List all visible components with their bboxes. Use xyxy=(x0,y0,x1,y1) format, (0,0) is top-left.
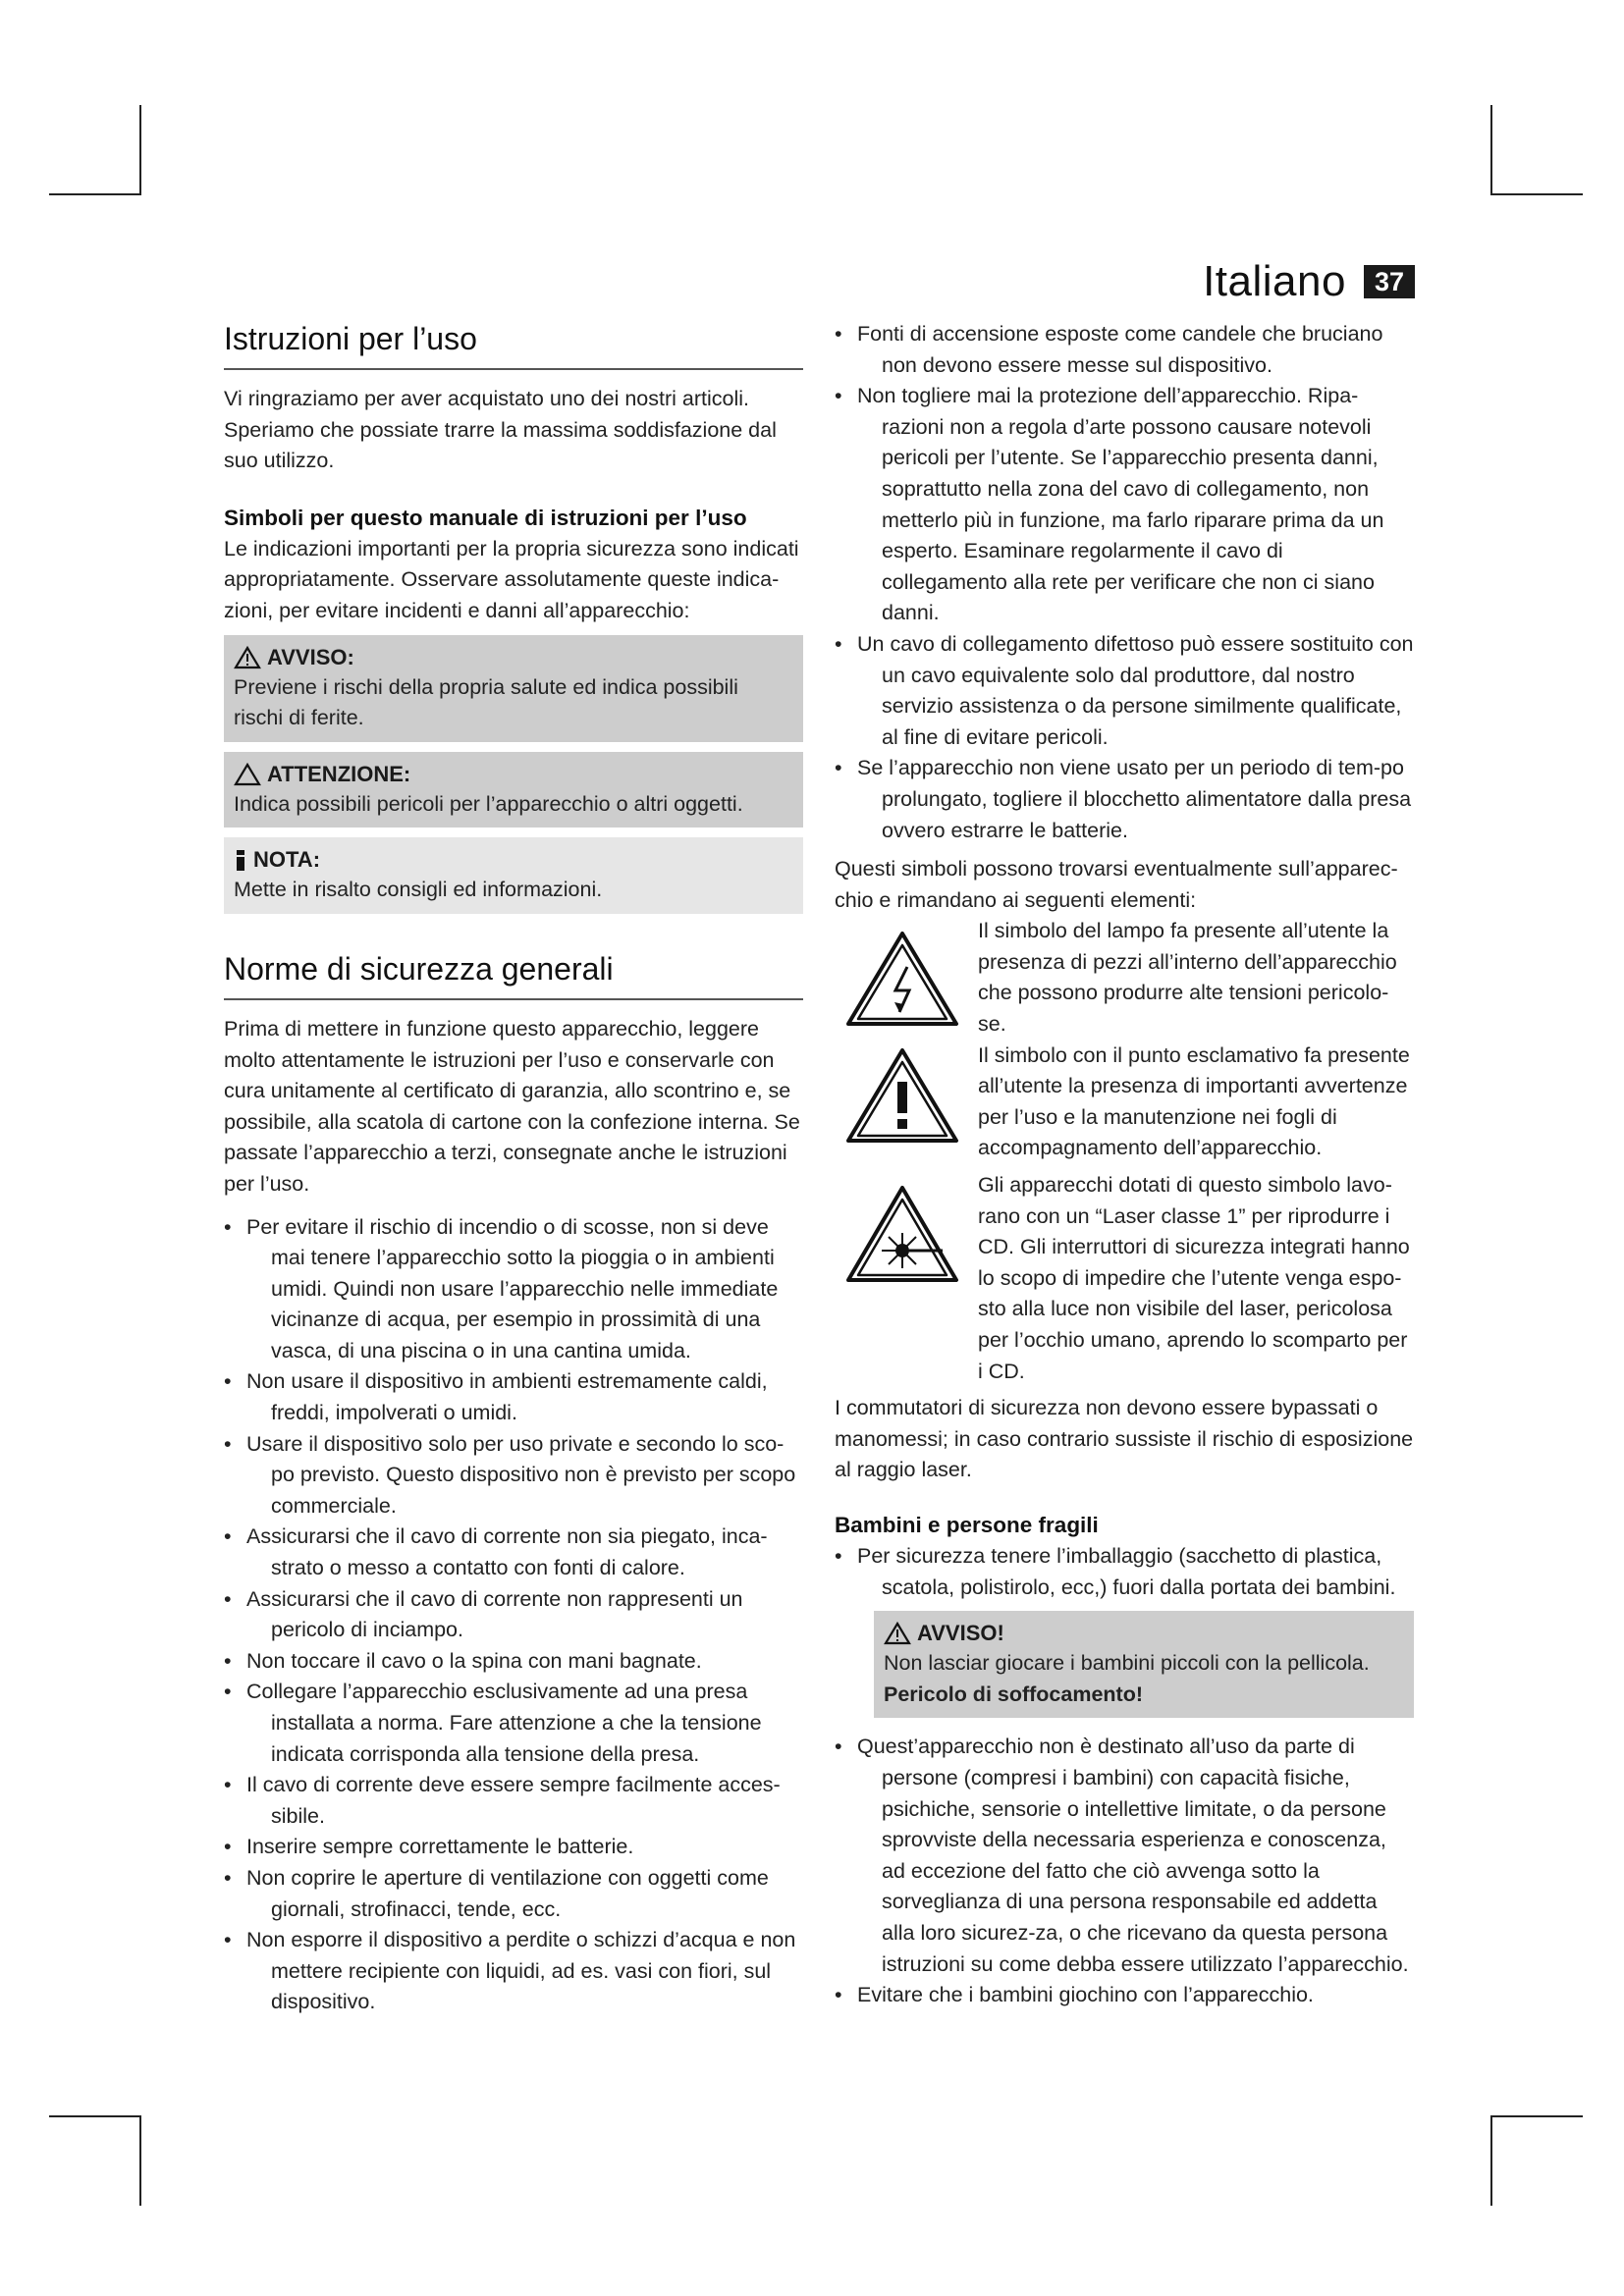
lightning-symbol-text: Il simbolo del lampo fa presente all’utente la presenza di pezzi all’interno dell’apparecchio che possono produrre alte tensioni pericolo-se. xyxy=(978,919,1397,1037)
list-item: • Assicurarsi che il cavo di corrente non rappresenti un pericolo di inciampo. xyxy=(224,1584,803,1646)
children-warning-title: AVVISO! xyxy=(917,1621,1004,1646)
crop-mark xyxy=(49,193,141,195)
note-title: NOTA: xyxy=(253,847,321,873)
list-item: • Evitare che i bambini giochino con l’apparecchio. xyxy=(835,1980,1414,2011)
list-item: • Per sicurezza tenere l’imballaggio (sacchetto di plastica, scatola, polistirolo, ecc,) fuori dalla portata dei bambini. xyxy=(835,1541,1414,1603)
laser-symbol-row xyxy=(835,1170,1414,1387)
crop-mark xyxy=(139,2115,141,2206)
list-item: • Fonti di accensione esposte come candele che bruciano non devono essere messe sul dispositivo. xyxy=(835,319,1414,381)
exclamation-symbol-row xyxy=(835,1041,1414,1164)
list-item: • Per evitare il rischio di incendio o di scosse, non si deve mai tenere l’apparecchio sotto la pioggia o in ambienti umidi. Quindi non usare l’apparecchio nelle immediate vicinanze di acqua, per esempio in prossimità di una vasca, di una piscina o in una cantina umida. xyxy=(224,1212,803,1367)
note-title-row xyxy=(234,845,793,875)
caution-triangle-icon xyxy=(234,763,261,786)
children-list-2 xyxy=(835,1732,1414,2010)
safety-list xyxy=(224,1212,803,2018)
crop-mark xyxy=(1490,2115,1583,2117)
caution-box xyxy=(224,752,803,828)
warning-title-row xyxy=(234,643,793,672)
safety-list-continued xyxy=(835,319,1414,846)
children-warning-bold: Pericolo di soffocamento! xyxy=(884,1682,1144,1706)
exclamation-symbol-text: Il simbolo con il punto esclamativo fa presente all’utente la presenza di importanti avvertenze per l’uso e la manutenzione nei fogli di accompagnamento dell’apparecchio. xyxy=(978,1042,1410,1160)
page-header xyxy=(1203,257,1415,306)
warning-text: Previene i rischi della propria salute ed indica possibili rischi di ferite. xyxy=(234,674,738,730)
list-item: • Non esporre il dispositivo a perdite o schizzi d’acqua e non mettere recipiente con liquidi, ad es. vasi con fiori, sul dispositivo. xyxy=(224,1925,803,2018)
laser-warning-icon xyxy=(844,1184,960,1286)
symbols-heading: Simboli per questo manuale di istruzioni per l’uso xyxy=(224,505,747,530)
crop-mark xyxy=(49,2115,141,2117)
list-item: • Inserire sempre correttamente le batterie. xyxy=(224,1832,803,1863)
children-heading: Bambini e persone fragili xyxy=(835,1512,1099,1537)
warning-title: AVVISO: xyxy=(267,644,354,669)
list-item: • Assicurarsi che il cavo di corrente non sia piegato, inca-strato o messo a contatto con fonti di calore. xyxy=(224,1522,803,1583)
intro-title: Istruzioni per l’uso xyxy=(224,319,803,370)
safety-title: Norme di sicurezza generali xyxy=(224,949,803,1000)
page-number: 37 xyxy=(1364,265,1415,298)
warning-triangle-icon xyxy=(884,1622,911,1645)
caution-title: ATTENZIONE: xyxy=(267,761,411,786)
symbols-text: Le indicazioni importanti per la propria sicurezza sono indicati appropriatamente. Osservare assolutamente queste indica-zioni, per evitare incidenti e danni all’apparecchio: xyxy=(224,536,799,622)
crop-mark xyxy=(1490,193,1583,195)
info-icon xyxy=(234,848,247,872)
warning-triangle-icon xyxy=(234,646,261,669)
list-item: • Se l’apparecchio non viene usato per un periodo di tem-po prolungato, togliere il blocchetto alimentatore dalla presa ovvero estrarre le batterie. xyxy=(835,753,1414,846)
list-item: • Quest’apparecchio non è destinato all’uso da parte di persone (compresi i bambini) con capacità fisiche, psichiche, sensorie o intellettive limitate, o da persone sprovviste della necessaria esperienza e conoscenza, ad eccezione del fatto che ciò avvenga sotto la sorveglianza di una persona responsabile ed addetta alla loro sicurez-za, o che ricevano da questa persona istruzioni su come debba essere utilizzato l’apparecchio. xyxy=(835,1732,1414,1980)
lightning-warning-icon xyxy=(844,930,960,1028)
list-item: • Un cavo di collegamento difettoso può essere sostituito con un cavo equivalente solo dal produttore, dal nostro servizio assistenza o da persone similmente qualificate, al fine di evitare pericoli. xyxy=(835,629,1414,753)
list-item: • Il cavo di corrente deve essere sempre facilmente acces-sibile. xyxy=(224,1770,803,1832)
children-list-1 xyxy=(835,1541,1414,1603)
symbols-intro: Questi simboli possono trovarsi eventualmente sull’apparec-chio e rimandano ai seguenti elementi: xyxy=(835,857,1398,912)
list-item: • Non togliere mai la protezione dell’apparecchio. Ripa-razioni non a regola d’arte possono causare notevoli pericoli per l’utente. Se l’apparecchio presenta danni, soprattutto nella zona del cavo di collegamento, non metterlo più in funzione, ma farlo riparare prima da un esperto. Esaminare regolarmente il cavo di collegamento alla rete per verificare che non ci siano danni. xyxy=(835,381,1414,629)
children-warning-text: Non lasciar giocare i bambini piccoli con la pellicola. xyxy=(884,1651,1370,1676)
language-label: Italiano xyxy=(1203,257,1346,305)
warning-box xyxy=(224,635,803,742)
crop-mark xyxy=(1490,2115,1492,2206)
children-warning-box xyxy=(874,1611,1414,1718)
children-warning-title-row xyxy=(884,1619,1404,1648)
list-item: • Usare il dispositivo solo per uso private e secondo lo sco-po previsto. Questo dispositivo non è previsto per scopo commerciale. xyxy=(224,1429,803,1522)
crop-mark xyxy=(1490,105,1492,195)
intro-text: Vi ringraziamo per aver acquistato uno dei nostri articoli. Speriamo che possiate trarre la massima soddisfazione dal suo utilizzo. xyxy=(224,387,777,473)
crop-mark xyxy=(139,105,141,195)
safety-intro: Prima di mettere in funzione questo apparecchio, leggere molto attentamente le istruzioni per l’uso e conservarle con cura unitamente al certificato di garanzia, allo scontrino e, se possibile, alla scatola di cartone con la confezione interna. Se passate l’apparecchio a terzi, consegnate anche le istruzioni per l’uso. xyxy=(224,1016,800,1196)
lightning-symbol-row xyxy=(835,916,1414,1040)
right-column xyxy=(835,319,1414,2011)
note-box xyxy=(224,837,803,914)
list-item: • Non usare il dispositivo in ambienti estremamente caldi, freddi, impolverati o umidi. xyxy=(224,1366,803,1428)
note-text: Mette in risalto consigli ed informazioni. xyxy=(234,878,603,902)
list-item: • Collegare l’apparecchio esclusivamente ad una presa installata a norma. Fare attenzione a che la tensione indicata corrisponda alla tensione della presa. xyxy=(224,1677,803,1770)
laser-note: I commutatori di sicurezza non devono essere bypassati o manomessi; in caso contrario sussiste il rischio di esposizione al raggio laser. xyxy=(835,1396,1414,1482)
list-item: • Non coprire le aperture di ventilazione con oggetti come giornali, strofinacci, tende, ecc. xyxy=(224,1863,803,1925)
left-column xyxy=(224,319,803,2018)
laser-symbol-text: Gli apparecchi dotati di questo simbolo lavo-rano con un “Laser classe 1” per riprodurre i CD. Gli interruttori di sicurezza integrati hanno lo scopo di impedire che l’utente venga espo-sto alla luce non visibile del laser, pericolosa per l’occhio umano, aprendo lo scomparto per i CD. xyxy=(978,1173,1410,1383)
exclamation-warning-icon xyxy=(844,1046,960,1145)
caution-text: Indica possibili pericoli per l’apparecchio o altri oggetti. xyxy=(234,791,743,816)
list-item: • Non toccare il cavo o la spina con mani bagnate. xyxy=(224,1646,803,1678)
caution-title-row xyxy=(234,760,793,789)
